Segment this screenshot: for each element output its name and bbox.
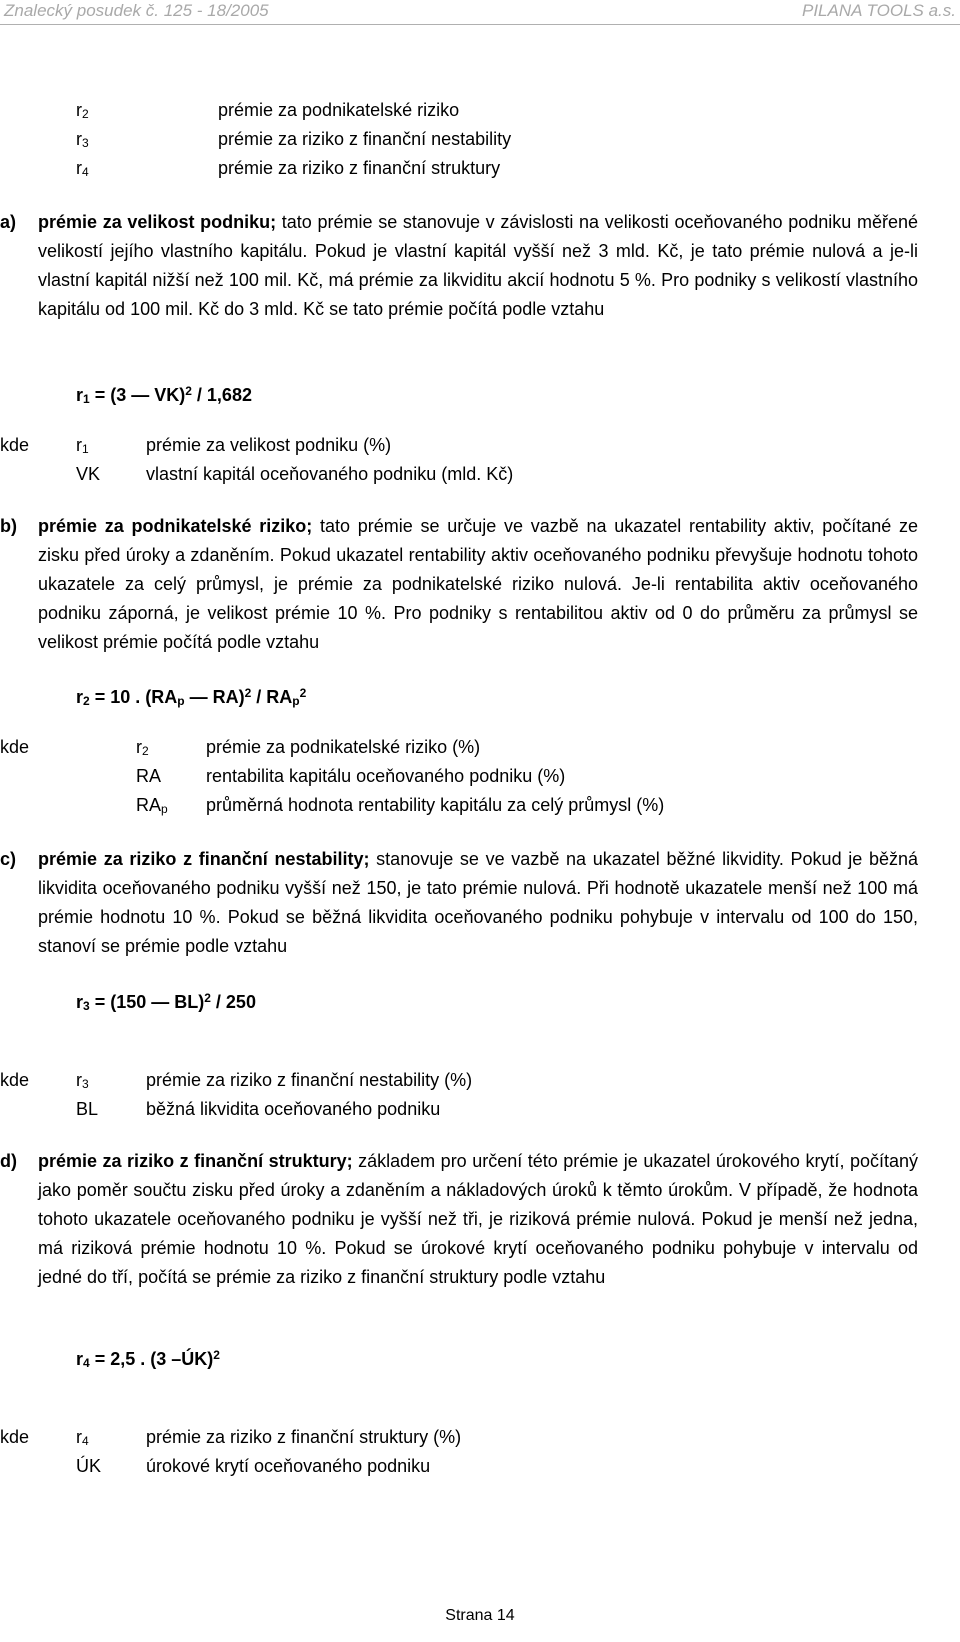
definition-row	[76, 1095, 440, 1124]
section-c-paragraph	[0, 845, 918, 961]
definition-row	[76, 1452, 430, 1481]
section-b-heading: prémie za podnikatelské riziko;	[38, 516, 313, 536]
section-b-paragraph	[0, 512, 918, 657]
symbol: $r_4$	[76, 158, 89, 179]
formula-r4: $r_4 = 2,5$ . (3 –ÚK)$^2$	[76, 1348, 220, 1370]
definition: rentabilita kapitálu oceňovaného podniku (%)	[206, 766, 566, 786]
section-a-text: tato prémie se stanovuje v závislosti na velikosti oceňovaného podniku měřené velikostí jejího vlastního kapitálu. Pokud je vlastní kapitál vyšší než 3 mld. Kč, je tato prémie nulová a je-li vlastní kapitál nižší než 100 mil. Kč, má prémie za likviditu akcií hodnotu 5 %. Pro podniky s velikostí vlastního kapitálu od 100 mil. Kč do 3 mld. Kč se tato prémie počítá podle vztahu	[38, 212, 918, 319]
section-d-paragraph	[0, 1147, 918, 1292]
kde-label: kde	[0, 1427, 30, 1447]
symbol: $RA_p$	[136, 795, 168, 816]
section-a-heading: prémie za velikost podniku;	[38, 212, 277, 232]
definition: prémie za riziko z finanční nestability	[218, 129, 512, 149]
section-b-text: tato prémie se určuje ve vazbě na ukazatel rentability aktiv, počítané ze zisku před úroky a zdaněním. Pokud ukazatel rentability aktiv oceňovaného podniku převyšuje hodnotu tohoto ukazatele za celý průmysl, je prémie za podnikatelské riziko nulová. Je-li rentabilita aktiv oceňovaného podniku záporná, je velikost prémie 10 %. Pro podniky s rentabilitou aktiv od 0 do průměru za průmysl se velikost prémie počítá podle vztahu	[38, 516, 918, 652]
section-d-label: d)	[0, 1151, 17, 1171]
kde-label: kde	[0, 737, 30, 757]
definition: úrokové krytí oceňovaného podniku	[146, 1456, 431, 1476]
definition: prémie za riziko z finanční nestability (%)	[146, 1070, 473, 1090]
page-header	[0, 0, 960, 25]
kde-label: kde	[0, 435, 30, 455]
symbol: $r_2$	[76, 100, 89, 121]
page-number: Strana 14	[445, 1607, 515, 1624]
symbol: $r_3$	[76, 129, 89, 150]
definition: prémie za riziko z finanční struktury	[218, 158, 501, 178]
section-d-text: základem pro určení této prémie je ukazatel úrokového krytí, počítaný jako poměr součtu zisku před úroky a zdaněním a nákladových úroků k těmto úrokům. V případě, že hodnota tohoto ukazatele oceňovaného podniku je vyšší než tři, je riziková prémie nulová. Pokud je menší než jedna, má riziková prémie hodnotu 10 %. Pokud se úrokové krytí oceňovaného podniku pohybuje v intervalu od jedné do tří, počítá se prémie za riziko z finanční struktury podle vztahu	[38, 1151, 918, 1287]
section-c-text: stanovuje se ve vazbě na ukazatel běžné likvidity. Pokud je běžná likvidita oceňovaného podniku vyšší než 150, je tato prémie nulová. Při hodnotě ukazatele menší než 100 má prémie hodnotu 10 %. Pokud se běžná likvidita oceňovaného podniku pohybuje v intervalu od 100 do 150, stanoví se prémie podle vztahu	[38, 849, 918, 956]
section-c-label: c)	[0, 849, 17, 869]
definition: průměrná hodnota rentability kapitálu za celý průmysl (%)	[206, 795, 665, 815]
definition: prémie za podnikatelské riziko	[218, 100, 460, 120]
top-list-item	[76, 154, 500, 183]
symbol: VK	[76, 464, 101, 484]
section-b-label: b)	[0, 516, 17, 536]
formula-r3: $r_3 = (150$ — BL)$^2$ / 250	[76, 991, 256, 1013]
section-c-heading: prémie za riziko z finanční nestability;	[38, 849, 370, 869]
kde-label: kde	[0, 1070, 30, 1090]
definition-row	[0, 1066, 472, 1095]
section-d-heading: prémie za riziko z finanční struktury;	[38, 1151, 353, 1171]
definition: vlastní kapitál oceňovaného podniku (mld. Kč)	[146, 464, 514, 484]
header-company-name: PILANA TOOLS a.s.	[801, 1, 956, 20]
top-list-item	[76, 125, 511, 154]
definition-row	[76, 460, 513, 489]
definition-row	[0, 1423, 461, 1452]
symbol: $r_4$	[76, 1427, 89, 1448]
definition-row	[0, 431, 391, 460]
symbol: ÚK	[76, 1456, 102, 1476]
symbol: $r_2$	[136, 737, 149, 758]
symbol: $r_3$	[76, 1070, 89, 1091]
definition: prémie za riziko z finanční struktury (%)	[146, 1427, 462, 1447]
section-a-label: a)	[0, 212, 17, 232]
symbol: BL	[76, 1099, 99, 1119]
definition: prémie za velikost podniku (%)	[146, 435, 392, 455]
definition-row	[136, 762, 565, 791]
formula-r1: $r_1 = (3$ — VK)$^2$ / 1,682	[76, 384, 252, 406]
section-a-paragraph	[0, 208, 918, 324]
header-document-title: Znalecký posudek č. 125 - 18/2005	[4, 1, 269, 20]
symbol: $r_1$	[76, 435, 89, 456]
formula-r2: $r_2 = 10$ . ($RA_p$ — $RA)^2 / RA_p^2$	[76, 686, 307, 708]
definition-row	[0, 733, 480, 762]
top-list-item	[76, 96, 459, 125]
symbol: RA	[136, 766, 162, 786]
definition: běžná likvidita oceňovaného podniku	[146, 1099, 441, 1119]
definition-row	[136, 791, 664, 820]
definition: prémie za podnikatelské riziko (%)	[206, 737, 481, 757]
